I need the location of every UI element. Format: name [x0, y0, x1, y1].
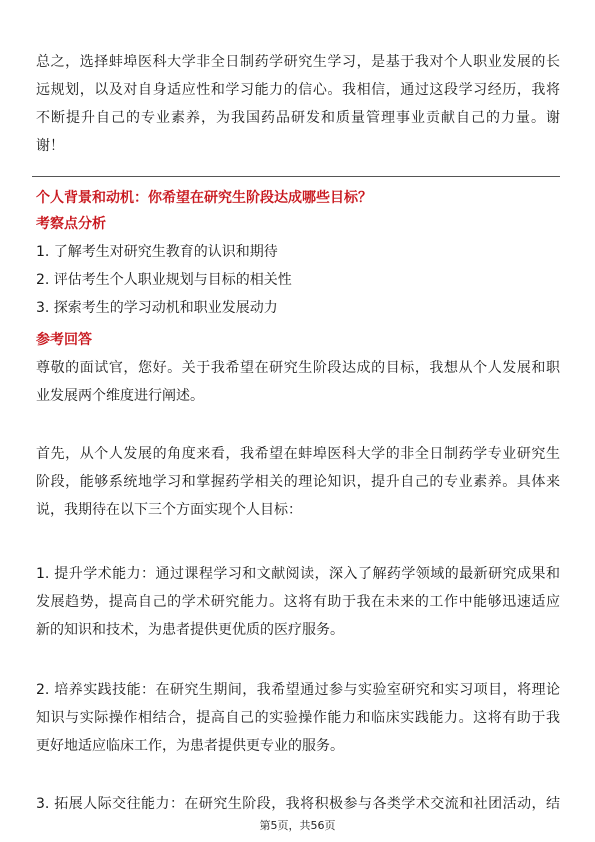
intro-paragraph: [36, 48, 560, 160]
answer-first-paragraph: [36, 440, 560, 524]
question-title: 个人背景和动机：你希望在研究生阶段达成哪些目标？: [36, 190, 372, 206]
analysis-heading: 考察点分析: [36, 216, 106, 232]
analysis-list: [36, 238, 560, 322]
text-line: 3. 拓展人际交往能力：在研究生阶段，我将积极参与各类学术交流和社团活动，结: [36, 796, 560, 812]
text-line: 新的知识和技术，为患者提供更优质的医疗服务。: [36, 622, 344, 638]
text-line: 阶段，能够系统地学习和掌握药学相关的理论知识，提升自己的专业素养。具体来: [36, 474, 560, 490]
text-line: 远规划，以及对自身适应性和学习能力的信心。我相信，通过这段学习经历，我将: [36, 82, 560, 98]
text-line: 2. 培养实践技能：在研究生期间，我希望通过参与实验室研究和实习项目，将理论: [36, 682, 560, 698]
answer-opening: [36, 354, 560, 410]
text-line: 谢！: [36, 138, 64, 154]
answer-point-2: [36, 676, 560, 760]
text-line: 知识与实际操作相结合，提高自己的实验操作能力和临床实践能力。这将有助于我: [36, 710, 560, 726]
list-item: 1. 了解考生对研究生教育的认识和期待: [36, 244, 278, 260]
list-item: 3. 探索考生的学习动机和职业发展动力: [36, 300, 278, 316]
answer-point-3: [36, 790, 560, 818]
answer-heading: 参考回答: [36, 332, 92, 348]
text-line: 首先，从个人发展的角度来看，我希望在蚌埠医科大学的非全日制药学专业研究生: [36, 446, 560, 462]
text-line: 不断提升自己的专业素养，为我国药品研发和质量管理事业贡献自己的力量。谢: [36, 110, 560, 126]
answer-point-1: [36, 560, 560, 644]
section-divider: [32, 176, 560, 177]
text-line: 总之，选择蚌埠医科大学非全日制药学研究生学习，是基于我对个人职业发展的长: [36, 54, 560, 70]
text-line: 更好地适应临床工作，为患者提供更专业的服务。: [36, 738, 344, 754]
text-line: 尊敬的面试官，您好。关于我希望在研究生阶段达成的目标，我想从个人发展和职: [36, 360, 560, 376]
text-line: 业发展两个维度进行阐述。: [36, 388, 204, 404]
text-line: 发展趋势，提高自己的学术研究能力。这将有助于我在未来的工作中能够迅速适应: [36, 594, 560, 610]
list-item: 2. 评估考生个人职业规划与目标的相关性: [36, 272, 292, 288]
text-line: 1. 提升学术能力：通过课程学习和文献阅读，深入了解药学领域的最新研究成果和: [36, 566, 560, 582]
page-footer: 第5页，共56页: [259, 819, 336, 832]
text-line: 说，我期待在以下三个方面实现个人目标：: [36, 502, 302, 518]
